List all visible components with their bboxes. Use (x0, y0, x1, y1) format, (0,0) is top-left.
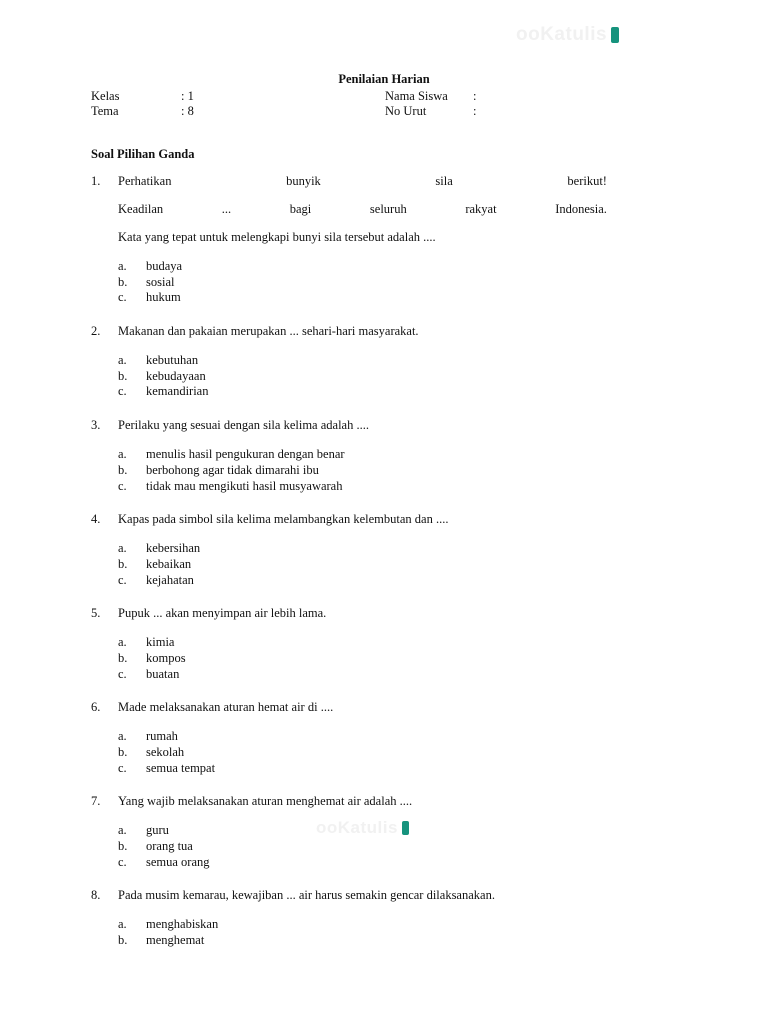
option-text: semua orang (146, 854, 210, 869)
question-stem (91, 698, 607, 716)
question-text (118, 172, 607, 190)
option-text: kimia (146, 635, 175, 650)
option-b (118, 839, 607, 855)
option-letter: a. (118, 259, 127, 273)
question-text: Yang wajib melaksanakan aturan menghemat air adalah .... (118, 794, 413, 809)
option-letter: a. (118, 729, 127, 744)
option-text: buatan (146, 666, 180, 681)
question-list (91, 172, 607, 965)
watermark-text: ooKatulis (516, 24, 608, 45)
option-a (118, 917, 607, 933)
option-text: tidak mau mengikuti hasil musyawarah (146, 478, 343, 493)
option-list (118, 259, 607, 306)
section-title: Soal Pilihan Ganda (91, 147, 195, 161)
question-number: 8. (91, 888, 101, 903)
question-number: 7. (91, 794, 101, 809)
option-text: hukum (146, 290, 181, 305)
option-letter: c. (118, 572, 127, 587)
question-number: 5. (91, 606, 101, 621)
question-number: 2. (91, 324, 101, 339)
option-b (118, 369, 607, 385)
question-stem (91, 416, 607, 434)
kelas-label: Kelas (91, 89, 120, 103)
option-text: sosial (146, 274, 175, 289)
option-letter: b. (118, 650, 128, 665)
option-b (118, 933, 607, 949)
question-stem (91, 172, 607, 190)
option-letter: b. (118, 462, 128, 477)
option-letter: a. (118, 541, 127, 556)
option-a (118, 447, 607, 463)
option-list (118, 635, 607, 682)
option-letter: c. (118, 290, 127, 305)
question-4 (91, 510, 607, 588)
option-text: berbohong agar tidak dimarahi ibu (146, 462, 319, 477)
quote-word: Indonesia. (555, 202, 607, 216)
quote-word: seluruh (369, 202, 407, 216)
question-text: Kapas pada simbol sila kelima melambangkan kelembutan dan .... (118, 512, 449, 527)
quote-word: ... (221, 202, 232, 216)
option-list (118, 447, 607, 494)
tema-label: Tema (91, 104, 119, 118)
question-text: Makanan dan pakaian merupakan ... sehari-hari masyarakat. (118, 324, 419, 339)
option-c (118, 667, 607, 683)
option-text: kebaikan (146, 556, 192, 571)
option-c (118, 290, 607, 306)
option-b (118, 651, 607, 667)
question-word: Perhatikan (118, 174, 172, 188)
option-text: menghabiskan (146, 917, 219, 932)
watermark-text: ooKatulis (316, 818, 398, 837)
question-number: 1. (91, 174, 101, 188)
option-text: orang tua (146, 839, 193, 854)
question-text: Pupuk ... akan menyimpan air lebih lama. (118, 606, 327, 621)
question-word: bunyik (286, 174, 321, 188)
option-b (118, 557, 607, 573)
option-text: budaya (146, 259, 183, 273)
option-text: kebersihan (146, 541, 201, 556)
question-number: 6. (91, 700, 101, 715)
option-letter: a. (118, 353, 127, 368)
option-letter: a. (118, 635, 127, 650)
question-stem (91, 886, 607, 904)
option-letter: c. (118, 478, 127, 493)
question-text: Perilaku yang sesuai dengan sila kelima adalah .... (118, 418, 369, 433)
option-c (118, 855, 607, 871)
question-stem (91, 510, 607, 528)
option-letter: b. (118, 274, 128, 289)
option-c (118, 479, 607, 495)
option-list (118, 823, 607, 870)
option-text: sekolah (146, 745, 185, 759)
option-b (118, 463, 607, 479)
option-c (118, 384, 607, 400)
nama-siswa-value: : (473, 89, 477, 103)
option-c (118, 761, 607, 777)
question-3 (91, 416, 607, 494)
option-a (118, 729, 607, 745)
option-letter: a. (118, 823, 127, 838)
option-text: menulis hasil pengukuran dengan benar (146, 447, 345, 462)
no-urut-label: No Urut (385, 104, 427, 118)
option-list (118, 729, 607, 776)
option-text: guru (146, 823, 169, 838)
kelas-value: : 1 (181, 89, 194, 103)
option-a (118, 353, 607, 369)
option-letter: c. (118, 384, 127, 399)
question-6 (91, 698, 607, 776)
question-number: 4. (91, 512, 101, 527)
question-stem (91, 604, 607, 622)
option-list (118, 541, 607, 588)
watermark-badge-icon (611, 27, 619, 43)
question-stem (91, 322, 607, 340)
watermark-top (516, 24, 619, 46)
option-c (118, 573, 607, 589)
option-text: semua tempat (146, 760, 216, 775)
question-8 (91, 886, 607, 948)
question-prompt: Kata yang tepat untuk melengkapi bunyi sila tersebut adalah .... (118, 230, 436, 244)
option-list (118, 917, 607, 948)
option-letter: b. (118, 933, 128, 948)
question-number: 3. (91, 418, 101, 433)
option-a (118, 541, 607, 557)
option-a (118, 823, 607, 839)
nama-siswa-label: Nama Siswa (385, 89, 448, 103)
option-letter: b. (118, 745, 128, 759)
question-7 (91, 792, 607, 870)
option-letter: c. (118, 760, 127, 775)
option-text: rumah (146, 729, 178, 744)
question-text: Made melaksanakan aturan hemat air di .... (118, 700, 334, 715)
question-1 (91, 172, 607, 306)
option-text: kompos (146, 650, 186, 665)
question-text: Pada musim kemarau, kewajiban ... air harus semakin gencar dilaksanakan. (118, 888, 495, 903)
option-text: menghemat (146, 933, 205, 948)
question-word: sila (435, 174, 453, 188)
question-5 (91, 604, 607, 682)
option-a (118, 635, 607, 651)
option-text: kebutuhan (146, 353, 199, 368)
option-letter: a. (118, 917, 127, 932)
option-letter: a. (118, 447, 127, 462)
tema-value: : 8 (181, 104, 194, 118)
option-b (118, 745, 607, 761)
option-letter: c. (118, 666, 127, 681)
option-a (118, 259, 607, 275)
quote-word: Keadilan (118, 202, 164, 216)
option-text: kebudayaan (146, 368, 206, 383)
question-word: berikut! (567, 174, 607, 188)
question-2 (91, 322, 607, 400)
option-letter: c. (118, 854, 127, 869)
quote-word: bagi (289, 202, 312, 216)
option-text: kemandirian (146, 384, 209, 399)
page-title: Penilaian Harian (338, 72, 430, 86)
question-quote (118, 200, 607, 218)
question-stem (91, 792, 607, 810)
option-letter: b. (118, 368, 128, 383)
option-b (118, 275, 607, 291)
option-text: kejahatan (146, 572, 194, 587)
quote-word: rakyat (465, 202, 497, 216)
option-letter: b. (118, 556, 128, 571)
option-list (118, 353, 607, 400)
no-urut-value: : (473, 104, 477, 118)
option-letter: b. (118, 839, 128, 854)
